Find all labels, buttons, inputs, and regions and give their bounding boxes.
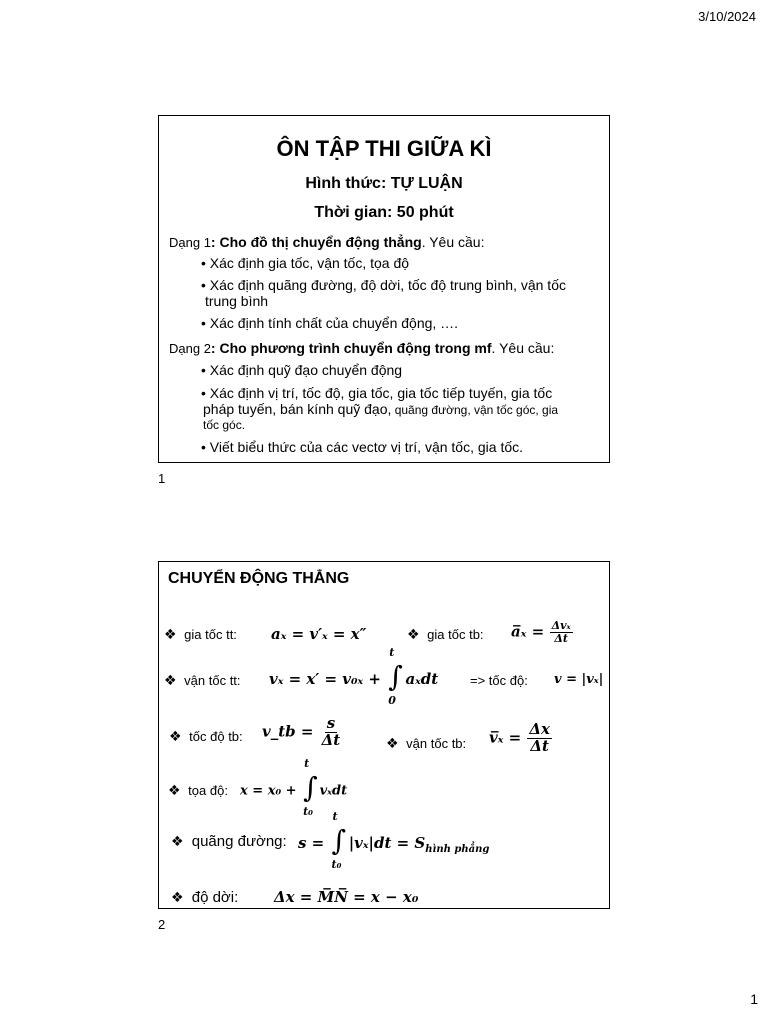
formula-do-doi: ❖ độ dời: [171, 889, 239, 906]
slide-title: ÔN TẬP THI GIỮA KÌ [276, 136, 492, 161]
formula-a-tt: aₓ = v′ₓ = x″ [271, 625, 367, 643]
dang2-item: • Viết biểu thức của các vectơ vị trí, vận tốc, gia tốc. [201, 439, 524, 455]
formula-x: x = x₀ + ∫ t t₀ vₓdt [240, 757, 348, 818]
toc-do-label: => tốc độ: [470, 673, 528, 688]
slide-1-number: 1 [158, 471, 166, 486]
dang1-bold: Cho đồ thị chuyển động thẳng [215, 234, 422, 250]
slide-1 [158, 115, 610, 463]
formula-van-toc-tb: ❖ vận tốc tb: [386, 735, 467, 751]
dang2-item: • Xác định quỹ đạo chuyển động [201, 362, 403, 378]
integral-sign: ∫ t 0 [388, 646, 403, 707]
dang2-item: • Xác định vị trí, tốc độ, gia tốc, gia tốc tiếp tuyến, gia tốc [201, 385, 553, 401]
dang1-heading: Dạng 1: Cho đồ thị chuyển động thẳng. Yêu cầu: [169, 234, 485, 250]
formula-quang-duong: ❖ quãng đường: [171, 833, 287, 850]
formula-v-tbx: v̅ₓ = $\frac{\Delta x}{\Delta t}$ [489, 720, 550, 755]
dang1-item: • Xác định tính chất của chuyển động, …. [201, 315, 459, 331]
formula-s: s = ∫ t t₀ $|v_x|dt = S_{hình phẳng}$ [298, 810, 490, 871]
diamond-bullet-icon: ❖ [386, 735, 399, 751]
dang1-item: • Xác định gia tốc, vận tốc, tọa độ [201, 255, 410, 271]
diamond-bullet-icon: ❖ [407, 626, 420, 642]
integral-sign: ∫ t t₀ [303, 757, 318, 818]
slide-subtitle-time: Thời gian: 50 phút [314, 204, 454, 221]
integral-sign: ∫ t t₀ [331, 810, 347, 871]
diamond-bullet-icon: ❖ [171, 889, 184, 905]
dang1-item: trung bình [205, 293, 269, 309]
dang2-label: Dạng 2 [169, 341, 211, 356]
dang2-bold: Cho phương trình chuyển động trong mf [215, 340, 492, 356]
dang2-item: tốc góc. [203, 418, 246, 432]
slide-2-number: 2 [158, 917, 166, 932]
formula-toa-do: ❖ tọa độ: [168, 782, 228, 798]
dang1-item: • Xác định quãng đường, độ dời, tốc độ trung bình, vận tốc [201, 277, 566, 293]
formula-van-toc-tt: ❖ vận tốc tt: [164, 672, 241, 688]
formula-gia-toc-tt: ❖ gia tốc tt: [164, 626, 237, 642]
dang2-rest: . Yêu cầu: [491, 340, 555, 356]
formula-a-tb: a̅ₓ = $\frac{\text{Δvₓ}}{\Delta t}$ [511, 619, 571, 645]
formula-gia-toc-tb: ❖ gia tốc tb: [407, 626, 484, 642]
slide-2-heading: CHUYỂN ĐỘNG THẲNG [168, 570, 350, 587]
dang2-item: pháp tuyến, bán kính quỹ đạo, quãng đường, vận tốc góc, gia [203, 401, 559, 417]
dang1-label: Dạng 1 [169, 235, 211, 250]
dang1-rest: . Yêu cầu: [421, 234, 485, 250]
dang2-heading: Dạng 2: Cho phương trình chuyển động trong mf. Yêu cầu: [169, 340, 555, 356]
diamond-bullet-icon: ❖ [164, 672, 177, 688]
formula-v-tt: vₓ = x′ = v₀ₓ + ∫ t 0 aₓdt [269, 646, 439, 707]
page-number: 1 [750, 991, 758, 1007]
diamond-bullet-icon: ❖ [171, 833, 184, 849]
diamond-bullet-icon: ❖ [168, 782, 181, 798]
diamond-bullet-icon: ❖ [164, 626, 177, 642]
formula-v-tb: v_tb = $\frac{s}{\Delta t}$ [262, 714, 341, 749]
diamond-bullet-icon: ❖ [169, 728, 182, 744]
formula-toc-do-tb: ❖ tốc độ tb: [169, 728, 243, 744]
slide-2 [158, 561, 610, 909]
formula-dx: Δx = M̅N̅ = x − x₀ [274, 888, 419, 906]
slide-subtitle-format: Hình thức: TỰ LUẬN [305, 175, 463, 192]
header-date: 3/10/2024 [698, 9, 756, 24]
formula-toc-do: v = |vₓ| [554, 672, 604, 687]
